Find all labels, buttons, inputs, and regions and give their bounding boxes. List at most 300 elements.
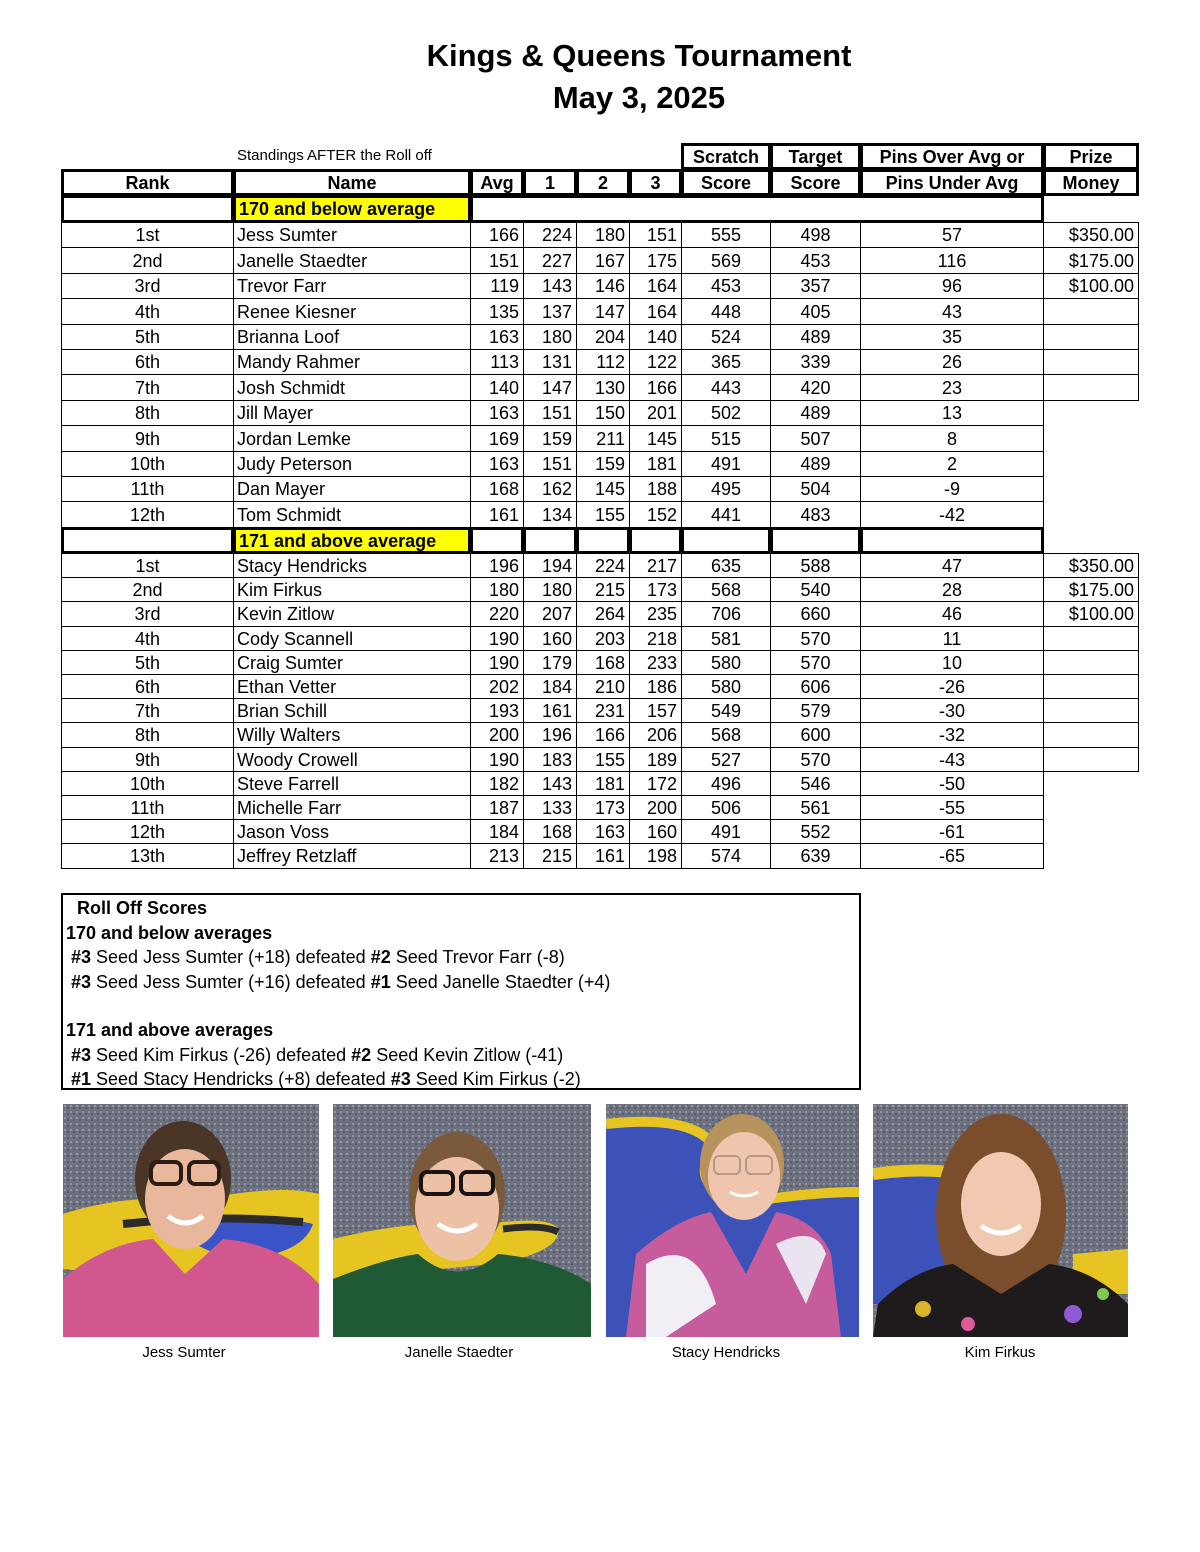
cell-avg: 182	[470, 771, 524, 796]
cell-pins: -9	[860, 476, 1044, 502]
cell-g2: 211	[576, 425, 630, 452]
cell-target: 453	[770, 247, 861, 274]
cell-avg: 151	[470, 247, 524, 274]
cell-g1: 137	[523, 298, 577, 325]
cell-g2: 264	[576, 601, 630, 627]
cell-g2: 146	[576, 273, 630, 299]
cell-pins: -32	[860, 722, 1044, 748]
cell-name: Josh Schmidt	[233, 374, 471, 401]
cell-avg: 140	[470, 374, 524, 401]
cell-target: 489	[770, 451, 861, 477]
rolloff-text: Seed Jess Sumter (+18) defeated	[91, 947, 371, 967]
seed-number: #3	[390, 1069, 411, 1089]
cell-rank: 6th	[61, 674, 234, 699]
cell-g3: 122	[629, 349, 682, 375]
cell-g3: 151	[629, 222, 682, 248]
column-header-g2: 2	[576, 169, 630, 196]
cell-g1: 180	[523, 324, 577, 350]
cell-avg: 200	[470, 722, 524, 748]
rolloff-box	[61, 893, 861, 1090]
cell-g2: 150	[576, 400, 630, 426]
cell-target: 639	[770, 843, 861, 869]
winner-photo	[333, 1104, 591, 1337]
cell-rank: 5th	[61, 650, 234, 675]
cell-prize: $175.00	[1043, 577, 1139, 602]
cell-g1: 168	[523, 819, 577, 844]
cell-g1: 151	[523, 451, 577, 477]
division-spacer	[61, 527, 234, 554]
cell-g2: 147	[576, 298, 630, 325]
rolloff-text: Seed Stacy Hendricks (+8) defeated	[91, 1069, 391, 1089]
cell-avg: 135	[470, 298, 524, 325]
cell-name: Jess Sumter	[233, 222, 471, 248]
cell-rank: 7th	[61, 374, 234, 401]
document-title: Kings & Queens Tournament	[426, 38, 852, 73]
cell-rank: 10th	[61, 771, 234, 796]
cell-avg: 161	[470, 501, 524, 528]
cell-g2: 155	[576, 747, 630, 772]
cell-avg: 168	[470, 476, 524, 502]
rolloff-group-heading: 170 and below averages	[66, 923, 273, 943]
cell-scratch: 569	[681, 247, 771, 274]
cell-name: Steve Farrell	[233, 771, 471, 796]
cell-g3: 157	[629, 698, 682, 723]
cell-g1: 179	[523, 650, 577, 675]
cell-pins: -65	[860, 843, 1044, 869]
cell-target: 489	[770, 324, 861, 350]
cell-prize	[1043, 674, 1139, 699]
cell-avg: 202	[470, 674, 524, 699]
cell-prize	[1043, 722, 1139, 748]
portrait-image	[63, 1104, 319, 1337]
cell-prize: $350.00	[1043, 222, 1139, 248]
cell-g1: 161	[523, 698, 577, 723]
cell-g2: 204	[576, 324, 630, 350]
cell-target: 588	[770, 553, 861, 578]
cell-pins: 57	[860, 222, 1044, 248]
cell-g3: 188	[629, 476, 682, 502]
cell-pins: 23	[860, 374, 1044, 401]
cell-name: Craig Sumter	[233, 650, 471, 675]
division-spacer	[629, 527, 682, 554]
rolloff-text: Seed Kim Firkus (-2)	[410, 1069, 581, 1089]
cell-name: Mandy Rahmer	[233, 349, 471, 375]
cell-g2: 215	[576, 577, 630, 602]
cell-g2: 167	[576, 247, 630, 274]
cell-rank: 6th	[61, 349, 234, 375]
cell-scratch: 506	[681, 795, 771, 820]
photo-caption: Kim Firkus	[964, 1344, 1036, 1361]
cell-scratch: 515	[681, 425, 771, 452]
winner-photo	[606, 1104, 859, 1337]
column-header-rank: Rank	[61, 169, 234, 196]
winner-photo	[873, 1104, 1128, 1337]
cell-rank: 1st	[61, 553, 234, 578]
cell-rank: 11th	[61, 795, 234, 820]
cell-g1: 151	[523, 400, 577, 426]
cell-avg: 213	[470, 843, 524, 869]
cell-rank: 3rd	[61, 601, 234, 627]
rolloff-title: Roll Off Scores	[77, 898, 208, 918]
cell-g3: 173	[629, 577, 682, 602]
cell-pins: 8	[860, 425, 1044, 452]
cell-pins: 96	[860, 273, 1044, 299]
cell-rank: 3rd	[61, 273, 234, 299]
seed-number: #3	[71, 1045, 92, 1065]
cell-rank: 8th	[61, 722, 234, 748]
cell-rank: 8th	[61, 400, 234, 426]
cell-scratch: 574	[681, 843, 771, 869]
rolloff-result	[71, 947, 565, 968]
cell-target: 498	[770, 222, 861, 248]
column-header-scratch: Scratch	[681, 143, 771, 170]
cell-g2: 145	[576, 476, 630, 502]
cell-scratch: 580	[681, 650, 771, 675]
cell-scratch: 496	[681, 771, 771, 796]
cell-prize: $350.00	[1043, 553, 1139, 578]
cell-g1: 183	[523, 747, 577, 772]
cell-pins: 46	[860, 601, 1044, 627]
division-spacer	[770, 527, 861, 554]
cell-g3: 140	[629, 324, 682, 350]
cell-rank: 12th	[61, 819, 234, 844]
cell-g3: 160	[629, 819, 682, 844]
cell-name: Stacy Hendricks	[233, 553, 471, 578]
cell-pins: -26	[860, 674, 1044, 699]
division-spacer	[860, 527, 1044, 554]
cell-name: Tom Schmidt	[233, 501, 471, 528]
cell-prize	[1043, 349, 1139, 375]
cell-g1: 131	[523, 349, 577, 375]
cell-pins: -43	[860, 747, 1044, 772]
cell-scratch: 491	[681, 451, 771, 477]
portrait-image	[873, 1104, 1128, 1337]
cell-g1: 184	[523, 674, 577, 699]
cell-name: Kevin Zitlow	[233, 601, 471, 627]
cell-name: Kim Firkus	[233, 577, 471, 602]
cell-avg: 196	[470, 553, 524, 578]
division-spacer	[61, 195, 234, 223]
cell-avg: 163	[470, 400, 524, 426]
cell-g1: 147	[523, 374, 577, 401]
cell-target: 579	[770, 698, 861, 723]
cell-g1: 143	[523, 273, 577, 299]
cell-g3: 200	[629, 795, 682, 820]
cell-target: 405	[770, 298, 861, 325]
cell-avg: 166	[470, 222, 524, 248]
column-header-target: Target	[770, 143, 861, 170]
cell-prize	[1043, 698, 1139, 723]
cell-avg: 190	[470, 747, 524, 772]
cell-avg: 187	[470, 795, 524, 820]
cell-pins: 28	[860, 577, 1044, 602]
division-spacer	[470, 527, 524, 554]
cell-g3: 152	[629, 501, 682, 528]
cell-target: 660	[770, 601, 861, 627]
division-spacer	[523, 527, 577, 554]
cell-avg: 220	[470, 601, 524, 627]
cell-g3: 217	[629, 553, 682, 578]
cell-g3: 235	[629, 601, 682, 627]
division-label: 171 and above average	[233, 527, 471, 554]
cell-target: 561	[770, 795, 861, 820]
cell-avg: 119	[470, 273, 524, 299]
cell-g3: 166	[629, 374, 682, 401]
cell-g1: 180	[523, 577, 577, 602]
cell-g3: 189	[629, 747, 682, 772]
division-spacer	[681, 527, 771, 554]
cell-rank: 9th	[61, 747, 234, 772]
cell-g1: 227	[523, 247, 577, 274]
cell-rank: 10th	[61, 451, 234, 477]
cell-rank: 11th	[61, 476, 234, 502]
cell-pins: 11	[860, 626, 1044, 651]
cell-target: 570	[770, 747, 861, 772]
cell-avg: 113	[470, 349, 524, 375]
portrait-image	[333, 1104, 591, 1337]
cell-rank: 7th	[61, 698, 234, 723]
cell-rank: 1st	[61, 222, 234, 248]
seed-number: #2	[351, 1045, 372, 1065]
cell-g3: 218	[629, 626, 682, 651]
cell-g1: 196	[523, 722, 577, 748]
portrait-image	[606, 1104, 859, 1337]
cell-g3: 206	[629, 722, 682, 748]
cell-g1: 143	[523, 771, 577, 796]
cell-avg: 163	[470, 451, 524, 477]
seed-number: #3	[71, 947, 92, 967]
cell-prize: $175.00	[1043, 247, 1139, 274]
cell-scratch: 549	[681, 698, 771, 723]
cell-g1: 159	[523, 425, 577, 452]
column-header-avg: Avg	[470, 169, 524, 196]
cell-name: Renee Kiesner	[233, 298, 471, 325]
cell-avg: 190	[470, 626, 524, 651]
cell-scratch: 580	[681, 674, 771, 699]
division-spacer	[576, 527, 630, 554]
cell-g2: 181	[576, 771, 630, 796]
cell-target: 600	[770, 722, 861, 748]
cell-pins: 2	[860, 451, 1044, 477]
cell-g2: 210	[576, 674, 630, 699]
cell-rank: 5th	[61, 324, 234, 350]
cell-target: 606	[770, 674, 861, 699]
rolloff-text: Seed Kim Firkus (-26) defeated	[91, 1045, 352, 1065]
cell-name: Willy Walters	[233, 722, 471, 748]
cell-scratch: 365	[681, 349, 771, 375]
seed-number: #2	[370, 947, 391, 967]
cell-prize: $100.00	[1043, 601, 1139, 627]
column-header-prize: Prize	[1043, 143, 1139, 170]
cell-target: 540	[770, 577, 861, 602]
cell-pins: 116	[860, 247, 1044, 274]
cell-g1: 162	[523, 476, 577, 502]
cell-pins: 26	[860, 349, 1044, 375]
cell-avg: 180	[470, 577, 524, 602]
cell-pins: 43	[860, 298, 1044, 325]
cell-scratch: 581	[681, 626, 771, 651]
cell-g1: 133	[523, 795, 577, 820]
cell-g2: 166	[576, 722, 630, 748]
cell-target: 570	[770, 650, 861, 675]
cell-pins: 35	[860, 324, 1044, 350]
cell-rank: 2nd	[61, 577, 234, 602]
cell-g3: 186	[629, 674, 682, 699]
cell-scratch: 527	[681, 747, 771, 772]
cell-name: Ethan Vetter	[233, 674, 471, 699]
cell-pins: -50	[860, 771, 1044, 796]
cell-prize	[1043, 298, 1139, 325]
cell-scratch: 443	[681, 374, 771, 401]
cell-pins: -61	[860, 819, 1044, 844]
cell-g2: 161	[576, 843, 630, 869]
cell-rank: 4th	[61, 298, 234, 325]
cell-scratch: 453	[681, 273, 771, 299]
cell-name: Jill Mayer	[233, 400, 471, 426]
cell-target: 420	[770, 374, 861, 401]
cell-g2: 231	[576, 698, 630, 723]
cell-g3: 172	[629, 771, 682, 796]
cell-target: 339	[770, 349, 861, 375]
document-date: May 3, 2025	[552, 80, 726, 115]
column-header-g1: 1	[523, 169, 577, 196]
cell-g2: 173	[576, 795, 630, 820]
rolloff-result	[71, 972, 610, 993]
division-label: 170 and below average	[233, 195, 471, 223]
cell-pins: 10	[860, 650, 1044, 675]
cell-rank: 2nd	[61, 247, 234, 274]
column-header-name: Name	[233, 169, 471, 196]
cell-rank: 13th	[61, 843, 234, 869]
cell-pins: 47	[860, 553, 1044, 578]
cell-target: 504	[770, 476, 861, 502]
cell-g3: 164	[629, 298, 682, 325]
rolloff-result	[71, 1069, 581, 1090]
cell-g2: 155	[576, 501, 630, 528]
cell-target: 570	[770, 626, 861, 651]
cell-scratch: 524	[681, 324, 771, 350]
cell-target: 552	[770, 819, 861, 844]
cell-g1: 134	[523, 501, 577, 528]
cell-name: Trevor Farr	[233, 273, 471, 299]
cell-pins: -42	[860, 501, 1044, 528]
cell-g2: 180	[576, 222, 630, 248]
cell-g2: 112	[576, 349, 630, 375]
cell-prize	[1043, 650, 1139, 675]
cell-avg: 184	[470, 819, 524, 844]
cell-target: 483	[770, 501, 861, 528]
cell-g2: 224	[576, 553, 630, 578]
cell-avg: 163	[470, 324, 524, 350]
cell-name: Michelle Farr	[233, 795, 471, 820]
cell-rank: 9th	[61, 425, 234, 452]
rolloff-text: Seed Janelle Staedter (+4)	[390, 972, 611, 992]
column-header-pins: Pins Over Avg or	[860, 143, 1044, 170]
cell-g2: 159	[576, 451, 630, 477]
seed-number: #1	[370, 972, 391, 992]
photo-caption: Jess Sumter	[142, 1344, 226, 1361]
rolloff-result	[71, 1045, 563, 1066]
seed-number: #1	[71, 1069, 92, 1089]
photo-caption: Janelle Staedter	[404, 1344, 514, 1361]
cell-target: 546	[770, 771, 861, 796]
cell-name: Janelle Staedter	[233, 247, 471, 274]
cell-name: Judy Peterson	[233, 451, 471, 477]
cell-target: 489	[770, 400, 861, 426]
cell-g2: 130	[576, 374, 630, 401]
cell-scratch: 495	[681, 476, 771, 502]
standings-caption: Standings AFTER the Roll off	[237, 147, 432, 164]
cell-g3: 233	[629, 650, 682, 675]
cell-pins: 13	[860, 400, 1044, 426]
cell-g1: 215	[523, 843, 577, 869]
rolloff-text: Seed Trevor Farr (-8)	[390, 947, 565, 967]
cell-prize	[1043, 374, 1139, 401]
cell-name: Jason Voss	[233, 819, 471, 844]
cell-avg: 169	[470, 425, 524, 452]
column-header-target: Score	[770, 169, 861, 196]
rolloff-text: Seed Kevin Zitlow (-41)	[371, 1045, 564, 1065]
rolloff-group-heading: 171 and above averages	[66, 1020, 274, 1040]
cell-prize	[1043, 626, 1139, 651]
cell-g1: 224	[523, 222, 577, 248]
cell-g3: 198	[629, 843, 682, 869]
cell-g3: 175	[629, 247, 682, 274]
cell-rank: 12th	[61, 501, 234, 528]
cell-scratch: 706	[681, 601, 771, 627]
cell-scratch: 568	[681, 577, 771, 602]
cell-scratch: 502	[681, 400, 771, 426]
cell-scratch: 635	[681, 553, 771, 578]
column-header-g3: 3	[629, 169, 682, 196]
column-header-prize: Money	[1043, 169, 1139, 196]
cell-prize	[1043, 324, 1139, 350]
rolloff-text: Seed Jess Sumter (+16) defeated	[91, 972, 371, 992]
cell-name: Brianna Loof	[233, 324, 471, 350]
cell-scratch: 555	[681, 222, 771, 248]
cell-g1: 207	[523, 601, 577, 627]
cell-rank: 4th	[61, 626, 234, 651]
division-spacer	[470, 195, 1044, 223]
cell-avg: 193	[470, 698, 524, 723]
column-header-pins: Pins Under Avg	[860, 169, 1044, 196]
cell-g1: 160	[523, 626, 577, 651]
cell-name: Jeffrey Retzlaff	[233, 843, 471, 869]
cell-scratch: 568	[681, 722, 771, 748]
cell-name: Woody Crowell	[233, 747, 471, 772]
cell-g2: 163	[576, 819, 630, 844]
cell-g3: 145	[629, 425, 682, 452]
cell-name: Dan Mayer	[233, 476, 471, 502]
column-header-scratch: Score	[681, 169, 771, 196]
cell-target: 357	[770, 273, 861, 299]
cell-scratch: 441	[681, 501, 771, 528]
cell-name: Jordan Lemke	[233, 425, 471, 452]
cell-scratch: 491	[681, 819, 771, 844]
cell-g2: 203	[576, 626, 630, 651]
cell-target: 507	[770, 425, 861, 452]
cell-g3: 201	[629, 400, 682, 426]
photo-caption: Stacy Hendricks	[671, 1344, 781, 1361]
cell-g3: 164	[629, 273, 682, 299]
cell-name: Cody Scannell	[233, 626, 471, 651]
cell-g2: 168	[576, 650, 630, 675]
cell-avg: 190	[470, 650, 524, 675]
seed-number: #3	[71, 972, 92, 992]
cell-pins: -55	[860, 795, 1044, 820]
cell-prize: $100.00	[1043, 273, 1139, 299]
cell-g3: 181	[629, 451, 682, 477]
